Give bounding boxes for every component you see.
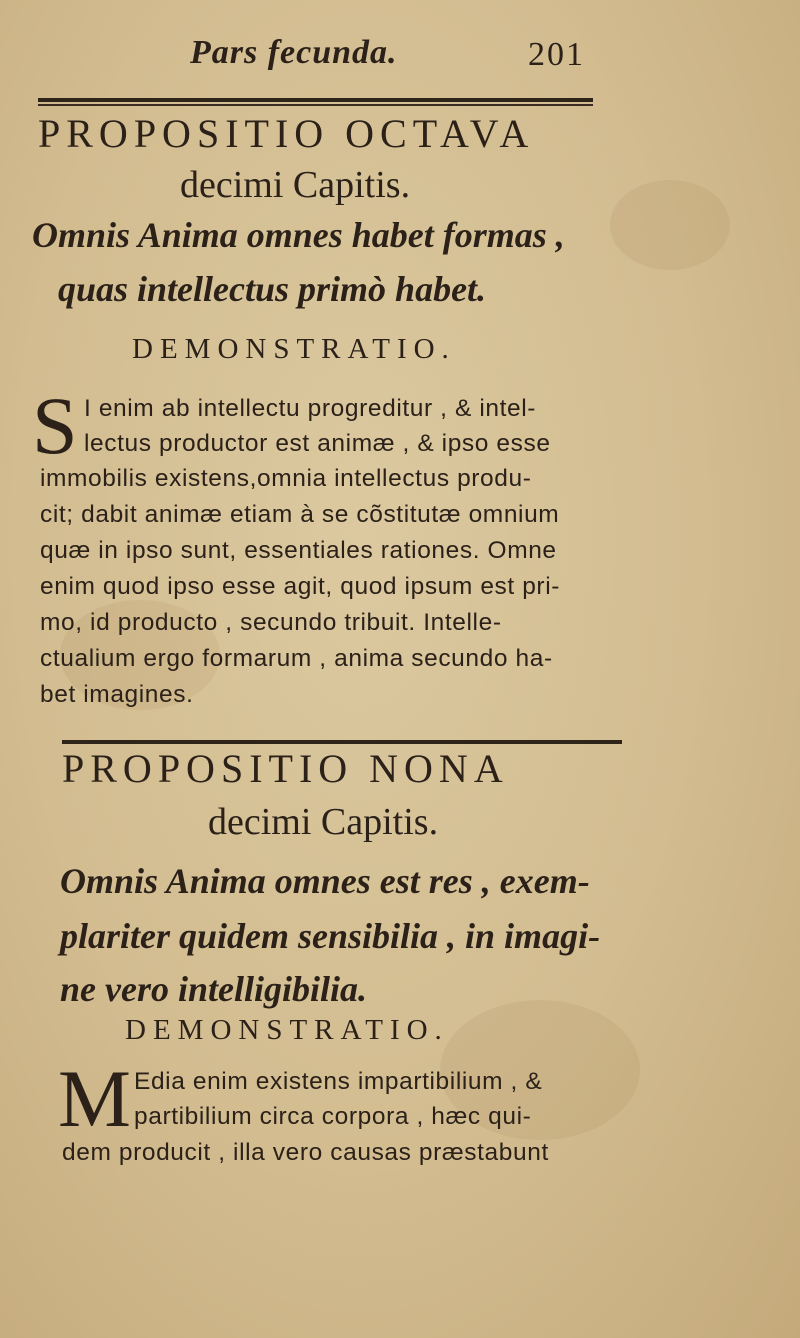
drop-cap: M [58, 1053, 131, 1144]
proposition-title: PROPOSITIO NONA [62, 746, 509, 791]
proposition-thesis-line: quas intellectus primò habet. [58, 269, 487, 309]
proposition-subtitle: decimi Capitis. [180, 164, 411, 206]
text-line: I enim ab intellectu progreditur , & intel- [84, 395, 537, 422]
demonstration-heading: DEMONSTRATIO. [132, 333, 456, 365]
text-line: mo, id producto , secundo tribuit. Intelle- [40, 609, 502, 636]
page-header [0, 28, 800, 78]
text-line: dem producit , illa vero causas præstabunt [62, 1139, 549, 1166]
proposition-thesis-line: ne vero intelligibilia. [60, 969, 367, 1009]
proposition-title: PROPOSITIO OCTAVA [38, 111, 535, 156]
text-line: Edia enim existens impartibilium , & [134, 1068, 543, 1095]
text-line: partibilium circa corpora , hæc qui- [134, 1103, 532, 1130]
drop-cap: S [32, 380, 78, 471]
text-line: immobilis existens,omnia intellectus produ- [40, 465, 532, 492]
header-rule [38, 104, 593, 106]
text-line: enim quod ipso esse agit, quod ipsum est pri- [40, 573, 560, 600]
proposition-thesis-line: Omnis Anima omnes habet formas , [32, 215, 565, 255]
proposition-thesis-line: Omnis Anima omnes est res , exem- [60, 861, 590, 901]
proposition-thesis-line: plariter quidem sensibilia , in imagi- [60, 916, 601, 956]
page-number: 201 [528, 36, 585, 73]
demonstration-heading: DEMONSTRATIO. [125, 1014, 449, 1046]
header-rule [38, 98, 593, 102]
text-line: quæ in ipso sunt, essentiales rationes. Omne [40, 537, 557, 564]
text-line: cit; dabit animæ etiam à se cõstitutæ omnium [40, 501, 560, 528]
text-line: lectus productor est animæ , & ipso esse [84, 430, 551, 457]
running-title: Pars fecunda. [190, 34, 398, 71]
text-line: bet imagines. [40, 681, 194, 708]
section-rule [62, 740, 622, 744]
proposition-subtitle: decimi Capitis. [208, 801, 439, 843]
paper-stain [610, 180, 730, 270]
text-line: ctualium ergo formarum , anima secundo ha- [40, 645, 553, 672]
